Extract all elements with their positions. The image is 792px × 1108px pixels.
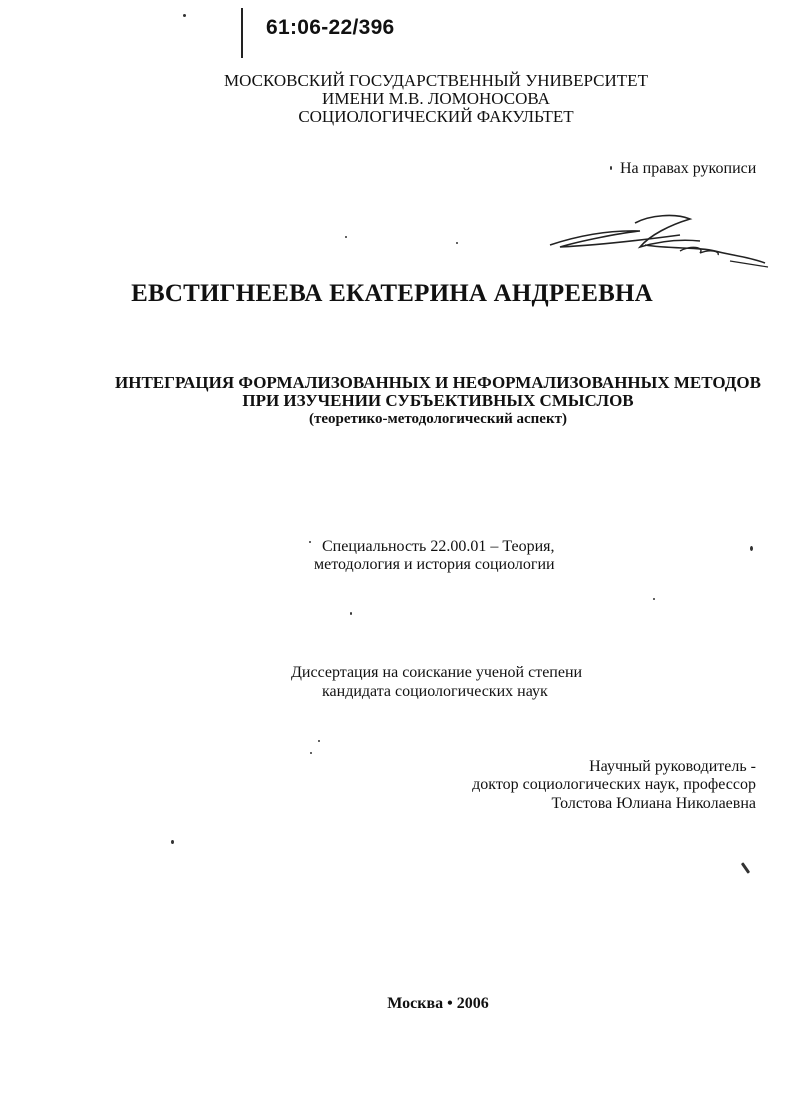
- scan-speck: [183, 14, 186, 17]
- dissertation-line-2: кандидата социологических наук: [322, 683, 548, 700]
- university-line-3: СОЦИОЛОГИЧЕСКИЙ ФАКУЛЬТЕТ: [298, 107, 574, 126]
- handwritten-signature: [540, 205, 770, 275]
- stamp-divider: [241, 8, 243, 58]
- thesis-title-line-2: ПРИ ИЗУЧЕНИИ СУБЪЕКТИВНЫХ СМЫСЛОВ: [242, 391, 634, 410]
- city-year: Москва • 2006: [387, 995, 489, 1012]
- scan-speck: [345, 236, 347, 238]
- supervisor-degree: доктор социологических наук, профессор: [472, 776, 756, 793]
- university-line-1: МОСКОВСКИЙ ГОСУДАРСТВЕННЫЙ УНИВЕРСИТЕТ: [224, 71, 648, 90]
- rights-note: На правах рукописи: [620, 160, 757, 177]
- thesis-title-line-1: ИНТЕГРАЦИЯ ФОРМАЛИЗОВАННЫХ И НЕФОРМАЛИЗОВАННЫХ МЕТОДОВ: [115, 373, 761, 392]
- specialty-line-1: Специальность 22.00.01 – Теория,: [322, 538, 555, 555]
- scan-speck: [350, 612, 352, 615]
- university-line-2: ИМЕНИ М.В. ЛОМОНОСОВА: [322, 89, 550, 108]
- scan-speck: [741, 862, 750, 874]
- scan-speck: [456, 242, 458, 244]
- scan-speck: [318, 740, 320, 742]
- scan-speck: [610, 166, 612, 170]
- author-name: ЕВСТИГНЕЕВА ЕКАТЕРИНА АНДРЕЕВНА: [131, 280, 653, 307]
- scan-speck: [309, 541, 311, 543]
- supervisor-name: Толстова Юлиана Николаевна: [551, 795, 756, 812]
- scan-speck: [171, 840, 174, 844]
- catalog-number: 61:06-22/396: [266, 16, 395, 39]
- dissertation-line-1: Диссертация на соискание ученой степени: [291, 664, 583, 681]
- scan-speck: [750, 546, 753, 551]
- thesis-subtitle: (теоретико-методологический аспект): [309, 411, 567, 427]
- scan-speck: [310, 752, 312, 754]
- scan-speck: [653, 598, 655, 600]
- specialty-line-2: методология и история социологии: [314, 556, 555, 573]
- supervisor-label: Научный руководитель -: [589, 758, 756, 775]
